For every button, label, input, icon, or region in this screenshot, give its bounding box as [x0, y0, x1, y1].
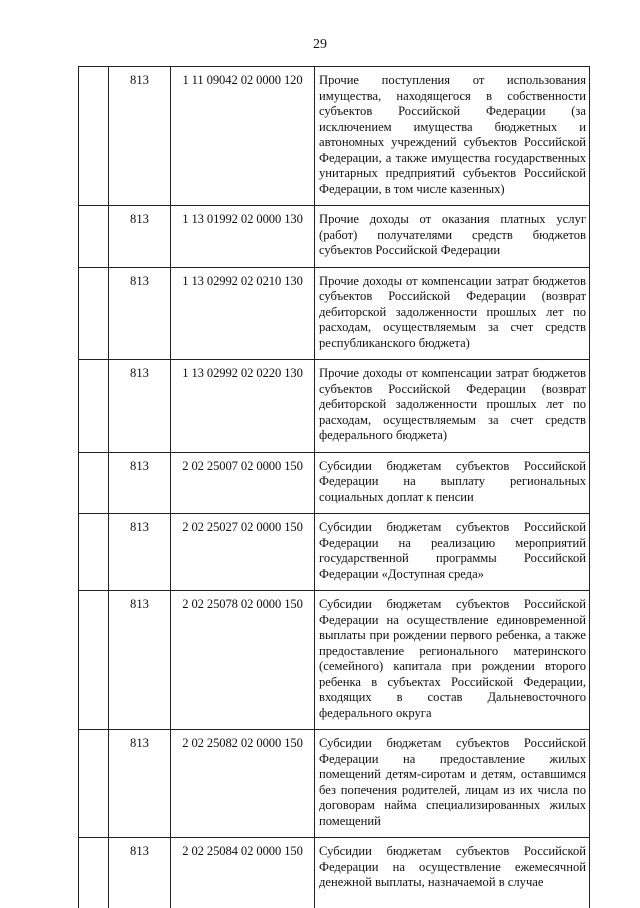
admin-code-cell: 813: [109, 730, 171, 838]
revenue-name-cell: Прочие доходы от компенсации затрат бюджетов субъектов Российской Федерации (возврат дебиторской задолженности прошлых лет по расходам, осуществляемым за счет средств республиканского бюджета): [315, 267, 590, 360]
table-row: [79, 452, 590, 514]
group-cell: [79, 730, 109, 838]
group-cell: [79, 514, 109, 591]
budget-code-cell: 1 13 01992 02 0000 130: [171, 206, 315, 268]
admin-code-cell: 813: [109, 206, 171, 268]
group-cell: [79, 360, 109, 453]
table-row: [79, 206, 590, 268]
group-cell: [79, 206, 109, 268]
table-row: [79, 730, 590, 838]
revenue-name-cell: Субсидии бюджетам субъектов Российской Федерации на осуществление единовременной выплаты при рождении первого ребенка, а также предоставление регионального материнского (семейного) капитала при рождении второго ребенка в субъектах Российской Федерации, входящих в состав Дальневосточного федерального округа: [315, 591, 590, 730]
table-row: [79, 514, 590, 591]
page-number: 29: [0, 37, 640, 53]
admin-code-cell: 813: [109, 838, 171, 908]
revenue-name-cell: Прочие доходы от оказания платных услуг (работ) получателями средств бюджетов субъектов Российской Федерации: [315, 206, 590, 268]
admin-code-cell: 813: [109, 452, 171, 514]
revenue-name-cell: Субсидии бюджетам субъектов Российской Федерации на выплату региональных социальных доплат к пенсии: [315, 452, 590, 514]
admin-code-cell: 813: [109, 267, 171, 360]
table-row: [79, 838, 590, 908]
revenue-codes-table: [78, 66, 590, 908]
group-cell: [79, 267, 109, 360]
budget-code-cell: 2 02 25078 02 0000 150: [171, 591, 315, 730]
admin-code-cell: 813: [109, 67, 171, 206]
admin-code-cell: 813: [109, 591, 171, 730]
group-cell: [79, 591, 109, 730]
revenue-name-cell: Прочие доходы от компенсации затрат бюджетов субъектов Российской Федерации (возврат дебиторской задолженности прошлых лет по расходам, осуществляемым за счет средств федерального бюджета): [315, 360, 590, 453]
admin-code-cell: 813: [109, 514, 171, 591]
table-row: [79, 360, 590, 453]
revenue-name-cell: Субсидии бюджетам субъектов Российской Федерации на предоставление жилых помещений детям-сиротам и детям, оставшимся без попечения родителей, лицам из их числа по договорам найма специализированных жилых помещений: [315, 730, 590, 838]
admin-code-cell: 813: [109, 360, 171, 453]
budget-code-cell: 1 13 02992 02 0210 130: [171, 267, 315, 360]
group-cell: [79, 452, 109, 514]
group-cell: [79, 838, 109, 908]
budget-code-cell: 2 02 25084 02 0000 150: [171, 838, 315, 908]
budget-code-cell: 2 02 25007 02 0000 150: [171, 452, 315, 514]
revenue-name-cell: Субсидии бюджетам субъектов Российской Федерации на осуществление ежемесячной денежной выплаты, назначаемой в случае: [315, 838, 590, 908]
budget-code-cell: 1 13 02992 02 0220 130: [171, 360, 315, 453]
revenue-name-cell: Прочие поступления от использования имущества, находящегося в собственности субъектов Российской Федерации (за исключением имущества бюджетных и автономных учреждений субъектов Российской Федерации, а также имущества государственных унитарных предприятий субъектов Российской Федерации, в том числе казенных): [315, 67, 590, 206]
budget-code-cell: 1 11 09042 02 0000 120: [171, 67, 315, 206]
budget-code-cell: 2 02 25082 02 0000 150: [171, 730, 315, 838]
group-cell: [79, 67, 109, 206]
budget-code-cell: 2 02 25027 02 0000 150: [171, 514, 315, 591]
table-row: [79, 267, 590, 360]
table-row: [79, 591, 590, 730]
revenue-name-cell: Субсидии бюджетам субъектов Российской Федерации на реализацию мероприятий государственной программы Российской Федерации «Доступная среда»: [315, 514, 590, 591]
table-row: [79, 67, 590, 206]
